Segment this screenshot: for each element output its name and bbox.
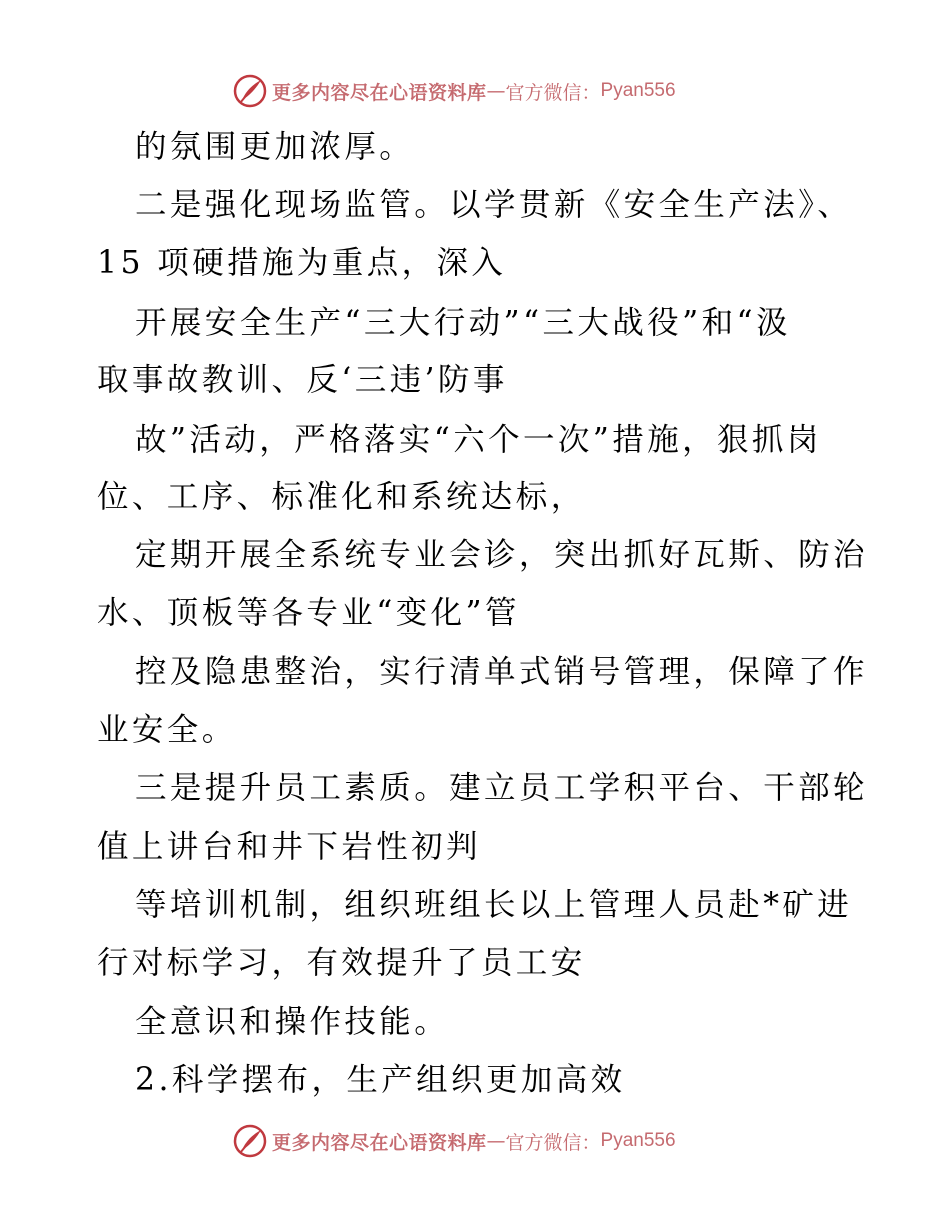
watermark-wechat-id: Pyan556 (600, 80, 676, 101)
text-line: 值上讲台和井下岩性初判 (97, 829, 481, 865)
quill-pen-logo-icon (232, 1123, 268, 1159)
text-line: 三是提升员工素质。建立员工学积平台、干部轮 (135, 770, 868, 806)
text-line: 控及隐患整治，实行清单式销号管理，保障了作 (135, 654, 868, 690)
text-line: 等培训机制，组织班组长以上管理人员赴*矿进 (135, 887, 853, 923)
header-watermark (232, 71, 676, 111)
text-line: 行对标学习，有效提升了员工安 (97, 945, 586, 981)
footer-watermark (232, 1121, 676, 1161)
watermark-sub-text: 官方微信： (505, 81, 601, 104)
text-line: 位、工序、标准化和系统达标， (97, 479, 586, 515)
section-heading: 2.科学摆布，生产组织更加高效 (135, 1062, 626, 1098)
watermark-main-text: 更多内容尽在心语资料库 (272, 81, 487, 104)
text-line: 15 项硬措施为重点，深入 (97, 245, 507, 281)
watermark-separator: — (486, 1130, 506, 1152)
quill-pen-logo-icon (232, 73, 268, 109)
text-line: 二是强化现场监管。以学贯新《安全生产法》、 (135, 187, 853, 223)
watermark-wechat-id: Pyan556 (600, 1130, 676, 1151)
text-line: 定期开展全系统专业会诊，突出抓好瓦斯、防治 (135, 537, 868, 573)
watermark-separator: — (486, 80, 506, 102)
text-line: 取事故教训、反‘三违’防事 (97, 362, 508, 398)
watermark-main-text: 更多内容尽在心语资料库 (272, 1131, 487, 1154)
text-line: 全意识和操作技能。 (135, 1004, 450, 1040)
text-line: 故”活动，严格落实“六个一次”措施，狠抓岗 (135, 422, 822, 458)
text-line: 业安全。 (97, 712, 237, 748)
text-line: 的氛围更加浓厚。 (135, 129, 415, 165)
text-line: 水、顶板等各专业“变化”管 (97, 595, 520, 631)
watermark-sub-text: 官方微信： (505, 1131, 601, 1154)
text-line: 开展安全生产“三大行动”“三大战役”和“汲 (135, 305, 791, 341)
